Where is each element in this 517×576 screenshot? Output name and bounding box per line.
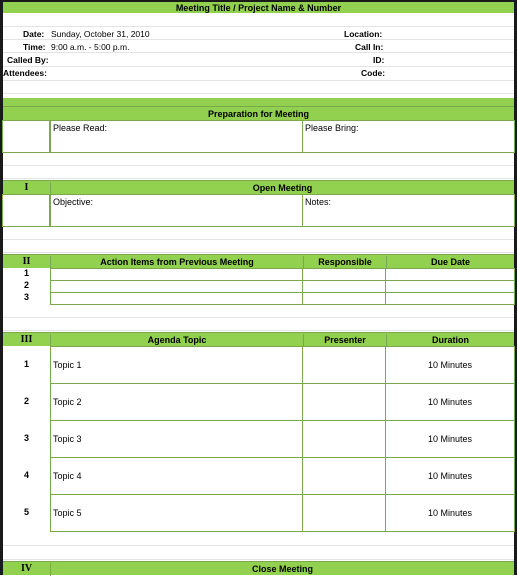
- time-value: 9:00 a.m. - 5:00 p.m.: [51, 42, 130, 52]
- code-label: Code:: [361, 68, 386, 78]
- called-by-label: Called By:: [7, 55, 49, 65]
- preparation-blank-cell: [2, 120, 50, 153]
- open-gap-row-1: [3, 227, 514, 240]
- agenda-row[interactable]: [3, 457, 514, 495]
- notes-cell[interactable]: [302, 194, 515, 227]
- agenda-row[interactable]: [3, 494, 514, 532]
- preparation-spacer-bar: [3, 98, 514, 106]
- agenda-row-number: 3: [23, 433, 29, 443]
- open-meeting-blank-cell: [2, 194, 50, 227]
- close-meeting-numeral: IV: [20, 563, 33, 574]
- header-row-6: [3, 81, 514, 94]
- action-item-number: 1: [23, 268, 29, 278]
- action-item-number: 3: [23, 292, 29, 302]
- objective-cell[interactable]: [50, 194, 303, 227]
- action-items-header: [3, 254, 514, 268]
- prep-gap-row-2: [3, 166, 514, 179]
- close-meeting-header: [3, 561, 514, 575]
- duration-cell[interactable]: [385, 494, 515, 532]
- agenda-row[interactable]: [3, 383, 514, 421]
- action-items-title: Action Items from Previous Meeting: [50, 256, 303, 269]
- id-label: ID:: [373, 55, 385, 65]
- close-meeting-title: Close Meeting: [50, 563, 514, 576]
- open-meeting-title: Open Meeting: [50, 182, 514, 195]
- agenda-row-number: 5: [23, 507, 29, 517]
- date-label: Date:: [23, 29, 45, 39]
- agenda-topic-text: Topic 4: [53, 471, 82, 481]
- presenter-cell[interactable]: [302, 383, 386, 421]
- action-item-cell[interactable]: [50, 292, 303, 305]
- agenda-row[interactable]: [3, 420, 514, 458]
- header-row-4: [3, 53, 514, 67]
- agenda-row-number: 2: [23, 396, 29, 406]
- time-label: Time:: [23, 42, 46, 52]
- notes-label: Notes:: [305, 197, 332, 207]
- open-meeting-numeral: I: [24, 182, 29, 193]
- agenda-topic-cell[interactable]: [50, 494, 303, 532]
- agenda-gap-row-2: [3, 546, 514, 560]
- duration-cell[interactable]: [385, 457, 515, 495]
- please-bring-label: Please Bring:: [305, 123, 359, 133]
- due-date-header: Due Date: [386, 256, 514, 269]
- prep-gap-row-1: [3, 153, 514, 166]
- action-item-row[interactable]: [3, 292, 514, 304]
- agenda-topic-text: Topic 2: [53, 397, 82, 407]
- duration-text: 10 Minutes: [427, 508, 473, 518]
- title-bar: [3, 0, 514, 13]
- duration-header: Duration: [386, 334, 514, 347]
- agenda-topic-text: Topic 3: [53, 434, 82, 444]
- due-date-cell[interactable]: [385, 292, 515, 305]
- agenda-row-number: 1: [23, 359, 29, 369]
- duration-text: 10 Minutes: [427, 360, 473, 370]
- agenda-numeral: III: [20, 334, 33, 345]
- action-item-number: 2: [23, 280, 29, 290]
- agenda-topic-text: Topic 1: [53, 360, 82, 370]
- agenda-row[interactable]: [3, 346, 514, 384]
- action-item-row[interactable]: [3, 280, 514, 292]
- agenda-topic-cell[interactable]: [50, 457, 303, 495]
- agenda-row-number: 4: [23, 470, 29, 480]
- location-label: Location:: [344, 29, 383, 39]
- header-row-5: [3, 67, 514, 81]
- meeting-title: Meeting Title / Project Name & Number: [175, 3, 342, 13]
- agenda-topic-cell[interactable]: [50, 420, 303, 458]
- attendees-label: Attendees:: [3, 68, 47, 78]
- please-bring-cell[interactable]: [302, 120, 515, 153]
- date-value: Sunday, October 31, 2010: [51, 29, 150, 39]
- agenda-header: [3, 332, 514, 346]
- header-row-1: [3, 13, 514, 27]
- agenda-gap-row-1: [3, 532, 514, 546]
- presenter-cell[interactable]: [302, 420, 386, 458]
- agenda-topic-cell[interactable]: [50, 383, 303, 421]
- agenda-topic-text: Topic 5: [53, 508, 82, 518]
- duration-text: 10 Minutes: [427, 434, 473, 444]
- agenda-topic-cell[interactable]: [50, 346, 303, 384]
- action-gap-row-2: [3, 318, 514, 331]
- preparation-header: [3, 106, 514, 120]
- presenter-cell[interactable]: [302, 457, 386, 495]
- preparation-title: Preparation for Meeting: [207, 109, 309, 119]
- duration-text: 10 Minutes: [427, 397, 473, 407]
- presenter-cell[interactable]: [302, 346, 386, 384]
- please-read-label: Please Read:: [53, 123, 108, 133]
- agenda-topic-header: Agenda Topic: [50, 334, 303, 347]
- call-in-label: Call In:: [355, 42, 384, 52]
- duration-cell[interactable]: [385, 420, 515, 458]
- action-item-row[interactable]: [3, 268, 514, 280]
- presenter-header: Presenter: [303, 334, 386, 347]
- responsible-cell[interactable]: [302, 292, 386, 305]
- open-meeting-header: [3, 180, 514, 194]
- action-items-numeral: II: [22, 256, 31, 267]
- responsible-header: Responsible: [303, 256, 386, 269]
- objective-label: Objective:: [53, 197, 94, 207]
- duration-cell[interactable]: [385, 383, 515, 421]
- action-gap-row-1: [3, 305, 514, 318]
- duration-text: 10 Minutes: [427, 471, 473, 481]
- open-gap-row-2: [3, 240, 514, 253]
- presenter-cell[interactable]: [302, 494, 386, 532]
- please-read-cell[interactable]: [50, 120, 303, 153]
- duration-cell[interactable]: [385, 346, 515, 384]
